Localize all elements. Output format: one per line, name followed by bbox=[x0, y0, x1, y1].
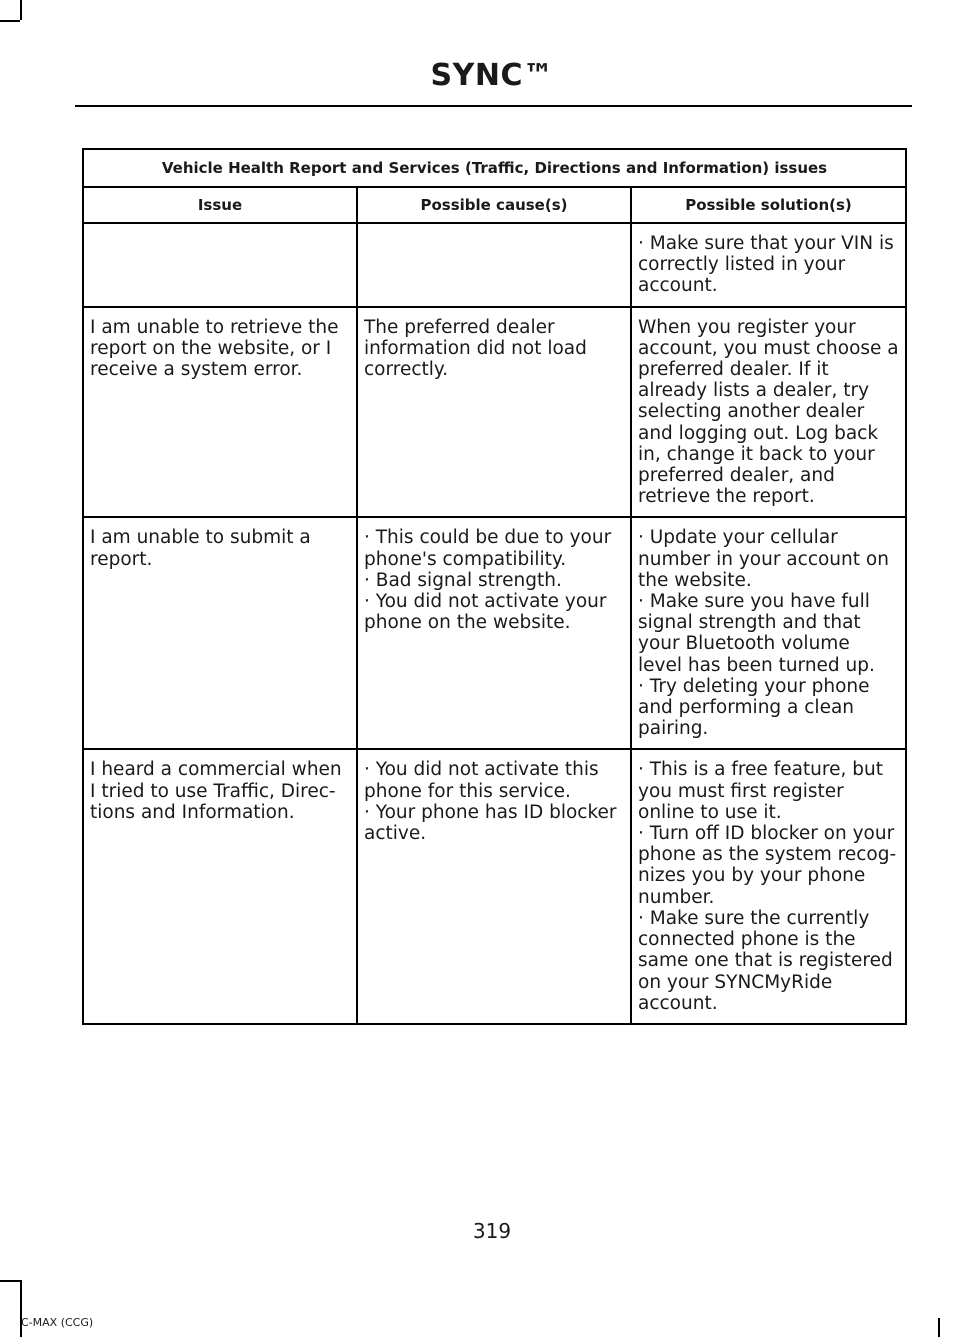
cell-text: When you register your account, you must choose a preferred dealer. If it already lists a dealer, try selecting another dealer and logging out. Log back in, change it back to your preferred dealer, and retrieve the report. bbox=[638, 316, 899, 508]
table-caption-row bbox=[83, 149, 906, 187]
issues-table bbox=[82, 148, 907, 1025]
cell-text: · This is a free feature, but you must first register online to use it. bbox=[638, 759, 883, 823]
crop-mark-top-left-h bbox=[0, 20, 20, 22]
table-row bbox=[83, 749, 906, 1023]
table-row bbox=[83, 517, 906, 749]
cell-text: · Bad signal strength. bbox=[364, 569, 562, 591]
cell-text: · Make sure you have full signal strength and that your Bluetooth volume level has been turned up. bbox=[638, 591, 875, 676]
cell-text: The preferred dealer information did not load correctly. bbox=[364, 316, 587, 381]
cell-text: I am unable to retrieve the report on the website, or I receive a system error. bbox=[90, 316, 339, 381]
solution-cell bbox=[631, 223, 906, 307]
cell-text: · You did not activate your phone on the website. bbox=[364, 591, 607, 634]
solution-cell bbox=[631, 749, 906, 1023]
cell-text: I heard a commercial when I tried to use Traffic, Direc-tions and Information. bbox=[90, 759, 342, 823]
crop-mark-bottom-left-h bbox=[0, 1280, 20, 1282]
column-header-solution: Possible solution(s) bbox=[631, 187, 906, 223]
cell-text: · Turn off ID blocker on your phone as the system recog-nizes you by your phone number. bbox=[638, 823, 897, 908]
cell-text: · Update your cellular number in your account on the website. bbox=[638, 527, 889, 591]
cause-cell bbox=[357, 517, 631, 749]
issue-cell bbox=[83, 517, 357, 749]
cell-text: I am unable to submit a report. bbox=[90, 527, 311, 570]
table-row bbox=[83, 223, 906, 307]
cause-cell bbox=[357, 307, 631, 518]
cell-text: · Your phone has ID blocker active. bbox=[364, 801, 617, 845]
issue-cell bbox=[83, 749, 357, 1023]
cell-text: · Make sure that your VIN is correctly listed in your account. bbox=[638, 233, 894, 297]
page-header-title: SYNC™ bbox=[430, 58, 554, 93]
solution-cell bbox=[631, 517, 906, 749]
header-divider bbox=[75, 105, 912, 107]
cell-text: · You did not activate this phone for this service. bbox=[364, 759, 599, 802]
table-header-row bbox=[83, 187, 906, 223]
solution-cell bbox=[631, 307, 906, 518]
crop-mark-top-left-v bbox=[20, 0, 22, 20]
column-header-cause: Possible cause(s) bbox=[357, 187, 631, 223]
issue-cell bbox=[83, 223, 357, 307]
cell-text: · Try deleting your phone and performing a clean pairing. bbox=[638, 675, 870, 740]
column-header-issue: Issue bbox=[83, 187, 357, 223]
cell-text: · This could be due to your phone's compatibility. bbox=[364, 527, 612, 570]
cause-cell bbox=[357, 223, 631, 307]
table-row bbox=[83, 307, 906, 518]
table-caption: Vehicle Health Report and Services (Traffic, Directions and Information) issues bbox=[83, 149, 906, 187]
cell-text: · Make sure the currently connected phone is the same one that is registered on your SYNCMyRide account. bbox=[638, 907, 893, 1014]
footer-model-label: C-MAX (CCG) bbox=[21, 1316, 94, 1329]
cause-cell bbox=[357, 749, 631, 1023]
page-number: 319 bbox=[472, 1219, 512, 1243]
issue-cell bbox=[83, 307, 357, 518]
crop-mark-bottom-right-v bbox=[938, 1318, 940, 1337]
